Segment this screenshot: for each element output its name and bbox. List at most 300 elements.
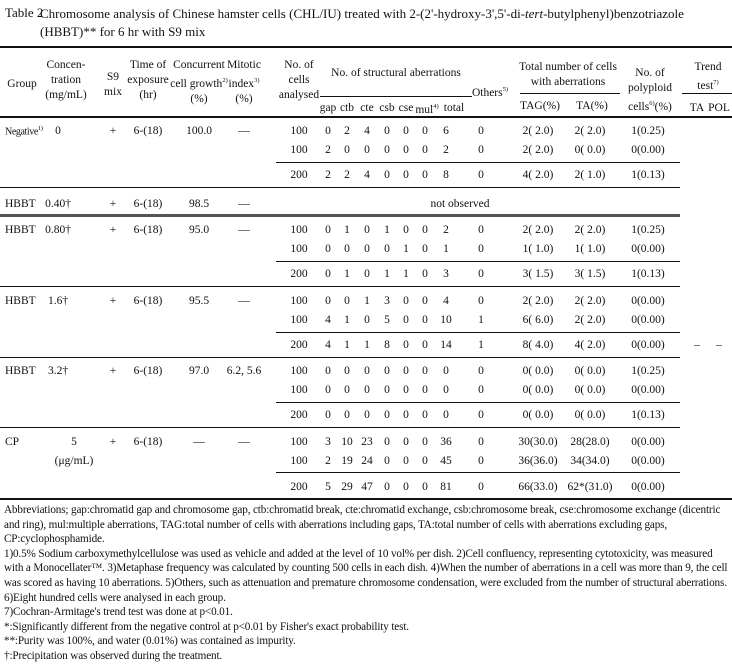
others: 0: [478, 436, 484, 448]
total-total: 0: [443, 409, 449, 421]
header-mul-text: mul: [415, 103, 434, 116]
header-cse: cse: [398, 102, 414, 114]
table-title: [40, 5, 700, 41]
polyploid: 1(0.25): [631, 125, 665, 137]
group-separator: [0, 427, 680, 428]
footnote-ref: 2): [222, 77, 228, 84]
gap: 4: [325, 314, 331, 326]
ta: 2( 2.0): [574, 314, 606, 326]
title-part-2: -butylphenyl)benzotriazole (HBBT)** for 6 hr with S9 mix: [40, 6, 684, 39]
total: 36: [440, 436, 452, 448]
s9-mix: +: [109, 198, 117, 210]
cell-growth: 97.0: [188, 365, 210, 377]
ta: 0( 0.0): [574, 144, 606, 156]
s9-mix: +: [109, 125, 117, 137]
others: 0: [478, 243, 484, 255]
cell-growth: 95.0: [188, 224, 210, 236]
concentration: 0: [55, 125, 61, 137]
ctb: 1: [344, 224, 350, 236]
header-growth-line3: (%): [190, 92, 208, 105]
header-cells-line2: cells: [288, 74, 310, 86]
total-mul: 0: [422, 339, 428, 351]
ctb: 10: [341, 436, 353, 448]
concentration: 0.80†: [45, 224, 71, 236]
header-polyploid-pct: (%): [654, 100, 672, 113]
cells-analysed: 100: [290, 144, 308, 156]
note-significance: *:Significantly different from the negative control at p<0.01 by Fisher's exact probability test.: [4, 620, 409, 633]
total: 45: [440, 455, 452, 467]
tag: 36(36.0): [518, 455, 558, 467]
total-tag: 66(33.0): [518, 481, 558, 493]
csb: 1: [384, 224, 390, 236]
header-polyploid-text: cells: [628, 100, 650, 113]
footnotes: [4, 503, 728, 664]
cells-analysed: 100: [290, 295, 308, 307]
total-tag: 8( 4.0): [522, 339, 554, 351]
others: 0: [478, 455, 484, 467]
total-cte: 0: [364, 268, 370, 280]
concentration: 5: [71, 436, 77, 448]
total-gap: 0: [325, 268, 331, 280]
cells-analysed: 100: [290, 243, 308, 255]
mul: 0: [422, 455, 428, 467]
csb: 0: [384, 436, 390, 448]
tag: 1( 1.0): [522, 243, 554, 255]
tag: 2( 2.0): [522, 295, 554, 307]
mul: 0: [422, 314, 428, 326]
header-time-line3: (hr): [139, 89, 157, 101]
total-ta: 4( 2.0): [574, 339, 606, 351]
note-numbered: 1)0.5% Sodium carboxymethylcellulose was used as vehicle and added at the level of 10 vol% per dish. 2)Cell confluency, representing cytotoxicity, was measured with a Monocellater™. 3)Metaphase frequency was calculated by counting 500 cells in each dish. 4)When the number of aberrations in a cell was more than 9, the cell was scored as having 10 aberrations. 5)Others, such as attenuation and premature chromosome condensation, were excluded from the number of structural aberrations. 6)Eight hundred cells were analysed in each group.: [4, 547, 728, 604]
tag: 30(30.0): [518, 436, 558, 448]
total: 1: [443, 243, 449, 255]
header-mitotic-line2: [227, 73, 261, 92]
header-bottom-border: [0, 116, 732, 118]
total-mul: 0: [422, 268, 428, 280]
ctb: 0: [344, 295, 350, 307]
total-cse: 0: [403, 339, 409, 351]
mul: 0: [422, 144, 428, 156]
total: 2: [443, 224, 449, 236]
ctb: 0: [344, 243, 350, 255]
table-label: Table 2: [5, 5, 44, 20]
footnote-ref: 7): [713, 79, 719, 86]
gap: 2: [325, 455, 331, 467]
total-ta: 62*(31.0): [567, 481, 613, 493]
cells-analysed: 100: [290, 384, 308, 396]
total-cte: 47: [361, 481, 373, 493]
others: 1: [478, 314, 484, 326]
header-concentration: [45, 58, 87, 103]
header-growth-line1: Concurrent: [173, 59, 225, 71]
header-cells-line3: analysed: [278, 89, 320, 101]
total-cells-analysed: 200: [290, 481, 308, 493]
cells-analysed: 100: [290, 224, 308, 236]
total-ta: 0( 0.0): [574, 409, 606, 421]
header-time: [127, 58, 169, 103]
total-total: 14: [440, 339, 452, 351]
header-cte: cte: [360, 102, 374, 114]
cse: 0: [403, 365, 409, 377]
note-purity: **:Purity was 100%, and water (0.01%) was contained as impurity.: [4, 635, 296, 648]
cse: 0: [403, 314, 409, 326]
header-trend-line1: Trend: [694, 61, 722, 73]
total-total: 8: [443, 169, 449, 181]
csb: 0: [384, 365, 390, 377]
trend-pol-result: –: [716, 339, 722, 351]
ctb: 1: [344, 314, 350, 326]
title-italic: tert: [525, 6, 544, 21]
cse: 0: [403, 125, 409, 137]
total-ctb: 1: [344, 339, 350, 351]
others: 0: [478, 125, 484, 137]
polyploid: 0(0.00): [631, 436, 665, 448]
total: 0: [443, 384, 449, 396]
group-label: [5, 125, 43, 137]
total-others: 0: [478, 481, 484, 493]
group-separator: [0, 187, 680, 188]
header-growth: [170, 58, 227, 107]
cte: 0: [364, 243, 370, 255]
footnote-ref: 6): [649, 100, 655, 107]
polyploid: 1(0.25): [631, 365, 665, 377]
gap: 0: [325, 243, 331, 255]
cte: 0: [364, 365, 370, 377]
ta: 34(34.0): [570, 455, 610, 467]
group-separator: [0, 286, 680, 287]
total-gap: 5: [325, 481, 331, 493]
bottom-border: [0, 498, 732, 500]
s9-mix: +: [109, 436, 117, 448]
total-others: 1: [478, 339, 484, 351]
group-name: HBBT: [5, 295, 36, 307]
not-observed-note: not observed: [430, 198, 490, 210]
total-cse: 1: [403, 268, 409, 280]
total-csb: 0: [384, 169, 390, 181]
gap: 0: [325, 365, 331, 377]
ta: 0( 0.0): [574, 384, 606, 396]
header-ctb: ctb: [339, 102, 355, 114]
concentration: 0.40†: [45, 198, 71, 210]
header-mitotic-line1: Mitotic: [227, 59, 261, 71]
header-concentration-line1: Concen-: [46, 59, 86, 71]
mul: 0: [422, 295, 428, 307]
header-polyploid-line1: No. of: [635, 67, 665, 79]
polyploid: 0(0.00): [631, 295, 665, 307]
s9-mix: +: [109, 224, 117, 236]
cse: 0: [403, 455, 409, 467]
total: 4: [443, 295, 449, 307]
group-name: HBBT: [5, 198, 36, 210]
csb: 0: [384, 243, 390, 255]
polyploid: 0(0.00): [631, 455, 665, 467]
gap: 3: [325, 436, 331, 448]
total: 10: [440, 314, 452, 326]
cte: 0: [364, 314, 370, 326]
subtotal-rule: [276, 162, 680, 163]
cell-growth: 98.5: [188, 198, 210, 210]
total-gap: 2: [325, 169, 331, 181]
ta: 28(28.0): [570, 436, 610, 448]
header-csb: csb: [379, 102, 395, 114]
header-trend: [694, 60, 721, 94]
cell-growth: —: [193, 436, 205, 448]
header-trend-ta: TA: [689, 102, 705, 114]
exposure-time: 6-(18): [133, 224, 163, 236]
polyploid: 0(0.00): [631, 243, 665, 255]
subtotal-rule: [276, 472, 680, 473]
header-s9: [104, 70, 122, 100]
cte: 0: [364, 144, 370, 156]
header-trend-line2: [694, 75, 721, 94]
total-mul: 0: [422, 481, 428, 493]
group-name: HBBT: [5, 224, 36, 236]
tag: 6( 6.0): [522, 314, 554, 326]
gap: 0: [325, 224, 331, 236]
ctb: 19: [341, 455, 353, 467]
csb: 3: [384, 295, 390, 307]
subtotal-rule: [276, 402, 680, 403]
total-ctb: 0: [344, 409, 350, 421]
tag: 2( 2.0): [522, 144, 554, 156]
footnote-ref: 4): [433, 103, 439, 110]
others: 0: [478, 224, 484, 236]
total: 6: [443, 125, 449, 137]
title-part-1: Chromosome analysis of Chinese hamster cells (CHL/IU) treated with 2-(2'-hydroxy-3',5'-di-: [40, 6, 526, 21]
cse: 0: [403, 436, 409, 448]
mul: 0: [422, 436, 428, 448]
mul: 0: [422, 365, 428, 377]
total-cells-analysed: 200: [290, 339, 308, 351]
header-polyploid-line2: polyploid: [627, 82, 673, 94]
header-time-line2: exposure: [127, 74, 169, 86]
total-others: 0: [478, 409, 484, 421]
gap: 0: [325, 125, 331, 137]
total-cte: 4: [364, 169, 370, 181]
footnote-ref: 3): [254, 77, 260, 84]
total-cse: 0: [403, 409, 409, 421]
group-name: Negative: [5, 126, 38, 138]
exposure-time: 6-(18): [133, 365, 163, 377]
total-csb: 0: [384, 409, 390, 421]
group-label: [5, 224, 36, 236]
group-name: HBBT: [5, 365, 36, 377]
total: 2: [443, 144, 449, 156]
total-gap: 0: [325, 409, 331, 421]
group-label: [5, 365, 36, 377]
tag: 0( 0.0): [522, 365, 554, 377]
csb: 0: [384, 125, 390, 137]
header-cells: [279, 58, 319, 103]
cse: 0: [403, 384, 409, 396]
header-mul: [415, 99, 438, 118]
total-ctb: 1: [344, 268, 350, 280]
group-separator: [0, 214, 680, 217]
cte: 23: [361, 436, 373, 448]
header-trend-text: test: [697, 79, 714, 92]
exposure-time: 6-(18): [133, 125, 163, 137]
tag: 0( 0.0): [522, 384, 554, 396]
cell-growth: 100.0: [186, 125, 212, 137]
cte: 24: [361, 455, 373, 467]
subtotal-rule: [276, 261, 680, 262]
tag: 2( 2.0): [522, 125, 554, 137]
cte: 1: [364, 295, 370, 307]
total-cells-analysed: 200: [290, 409, 308, 421]
subtotal-rule: [276, 332, 680, 333]
mitotic-index: —: [238, 125, 250, 137]
polyploid: 0(0.00): [631, 314, 665, 326]
group-label: [5, 198, 36, 210]
header-s9-line1: S9: [106, 71, 120, 83]
mul: 0: [422, 243, 428, 255]
concentration-unit: (μg/mL): [54, 455, 94, 467]
mul: 0: [422, 125, 428, 137]
note-precipitation: †:Precipitation was observed during the treatment.: [4, 649, 223, 662]
header-total: total: [443, 102, 465, 114]
total-csb: 1: [384, 268, 390, 280]
header-mitotic: [227, 58, 261, 107]
header-mitotic-line3: (%): [235, 92, 253, 105]
cells-analysed: 100: [290, 436, 308, 448]
header-cells-line1: No. of: [284, 59, 314, 71]
s9-mix: +: [109, 365, 117, 377]
header-growth-text: cell growth: [170, 77, 223, 90]
header-concentration-line3: (mg/mL): [45, 89, 87, 101]
others: 0: [478, 144, 484, 156]
trend-ta-result: –: [694, 339, 700, 351]
total-cse: 0: [403, 481, 409, 493]
total-mul: 0: [422, 169, 428, 181]
cte: 0: [364, 224, 370, 236]
header-growth-line2: [170, 73, 227, 92]
total-ctb: 2: [344, 169, 350, 181]
ctb: 0: [344, 365, 350, 377]
total-polyploid: 0(0.00): [631, 481, 665, 493]
header-others: [472, 82, 508, 101]
total-ctb: 29: [341, 481, 353, 493]
header-polyploid-line3: [628, 96, 672, 115]
cte: 4: [364, 125, 370, 137]
mul: 0: [422, 224, 428, 236]
top-border: [0, 46, 732, 48]
csb: 0: [384, 455, 390, 467]
header-s9-line2: mix: [104, 86, 122, 98]
total-csb: 0: [384, 481, 390, 493]
header-total-cells-line1: Total number of cells: [519, 61, 617, 73]
total-ta: 3( 1.5): [574, 268, 606, 280]
cte: 0: [364, 384, 370, 396]
ta: 2( 2.0): [574, 295, 606, 307]
total-total: 3: [443, 268, 449, 280]
total-tag: 0( 0.0): [522, 409, 554, 421]
total-tag: 3( 1.5): [522, 268, 554, 280]
total-cells-analysed: 200: [290, 268, 308, 280]
total-gap: 4: [325, 339, 331, 351]
mitotic-index: 6.2, 5.6: [226, 365, 262, 377]
cse: 0: [403, 224, 409, 236]
header-polyploid: [628, 66, 672, 115]
header-others-text: Others: [471, 86, 503, 99]
total-cte: 0: [364, 409, 370, 421]
tag: 2( 2.0): [522, 224, 554, 236]
exposure-time: 6-(18): [133, 295, 163, 307]
exposure-time: 6-(18): [133, 436, 163, 448]
note-trend: 7)Cochran-Armitage's trend test was done at p<0.01.: [4, 606, 233, 619]
group-separator: [0, 357, 680, 358]
ctb: 2: [344, 125, 350, 137]
footnote-ref: 1): [37, 125, 43, 132]
cse: 1: [403, 243, 409, 255]
header-total-cells-line2: with aberrations: [530, 76, 606, 88]
header-concentration-line2: tration: [50, 74, 82, 86]
total-mul: 0: [422, 409, 428, 421]
header-ta: TA(%): [576, 100, 608, 112]
cells-analysed: 100: [290, 365, 308, 377]
header-tag: TAG(%): [520, 100, 560, 112]
gap: 0: [325, 384, 331, 396]
ta: 2( 2.0): [574, 125, 606, 137]
total-others: 0: [478, 268, 484, 280]
csb: 0: [384, 144, 390, 156]
mitotic-index: —: [238, 224, 250, 236]
note-abbreviations: Abbreviations; gap:chromatid gap and chromosome gap, ctb:chromatid break, cte:chromatid exchange, csb:chromosome break, cse:chromosome exchange (dicentric and ring), mul:multiple aberrations, TAG:total number of cells with aberrations including gaps, TA:total number of cells with aberrations excluding gaps, CP:cyclophosphamide.: [4, 504, 721, 546]
cell-growth: 95.5: [188, 295, 210, 307]
total-cse: 0: [403, 169, 409, 181]
header-structural: No. of structural aberrations: [331, 67, 461, 79]
cse: 0: [403, 144, 409, 156]
polyploid: 0(0.00): [631, 384, 665, 396]
ta: 2( 2.0): [574, 224, 606, 236]
ctb: 0: [344, 384, 350, 396]
header-group: Group: [7, 78, 37, 90]
cells-analysed: 100: [290, 314, 308, 326]
gap: 0: [325, 295, 331, 307]
header-total-cells: [519, 60, 617, 90]
header-gap: gap: [319, 102, 337, 114]
mitotic-index: —: [238, 436, 250, 448]
ta: 0( 0.0): [574, 365, 606, 377]
total-others: 0: [478, 169, 484, 181]
total-total: 81: [440, 481, 452, 493]
footnote-ref: 5): [502, 86, 509, 93]
others: 0: [478, 295, 484, 307]
total-cells-underline: [520, 93, 620, 94]
header-mitotic-text: index: [228, 77, 255, 90]
group-label: [5, 436, 19, 448]
total-tag: 4( 2.0): [522, 169, 554, 181]
header-time-line1: Time of: [129, 59, 167, 71]
s9-mix: +: [109, 295, 117, 307]
total: 0: [443, 365, 449, 377]
cells-analysed: 100: [290, 125, 308, 137]
total-cte: 1: [364, 339, 370, 351]
mul: 0: [422, 384, 428, 396]
concentration: 1.6†: [47, 295, 69, 307]
header-trend-pol: POL: [708, 102, 730, 114]
csb: 0: [384, 384, 390, 396]
total-cells-analysed: 200: [290, 169, 308, 181]
total-polyploid: 1(0.13): [631, 409, 665, 421]
group-name: CP: [5, 436, 20, 448]
mitotic-index: —: [238, 198, 250, 210]
mitotic-index: —: [238, 295, 250, 307]
ctb: 0: [344, 144, 350, 156]
total-polyploid: 1(0.13): [631, 268, 665, 280]
csb: 5: [384, 314, 390, 326]
others: 0: [478, 365, 484, 377]
structural-underline: [320, 96, 472, 97]
